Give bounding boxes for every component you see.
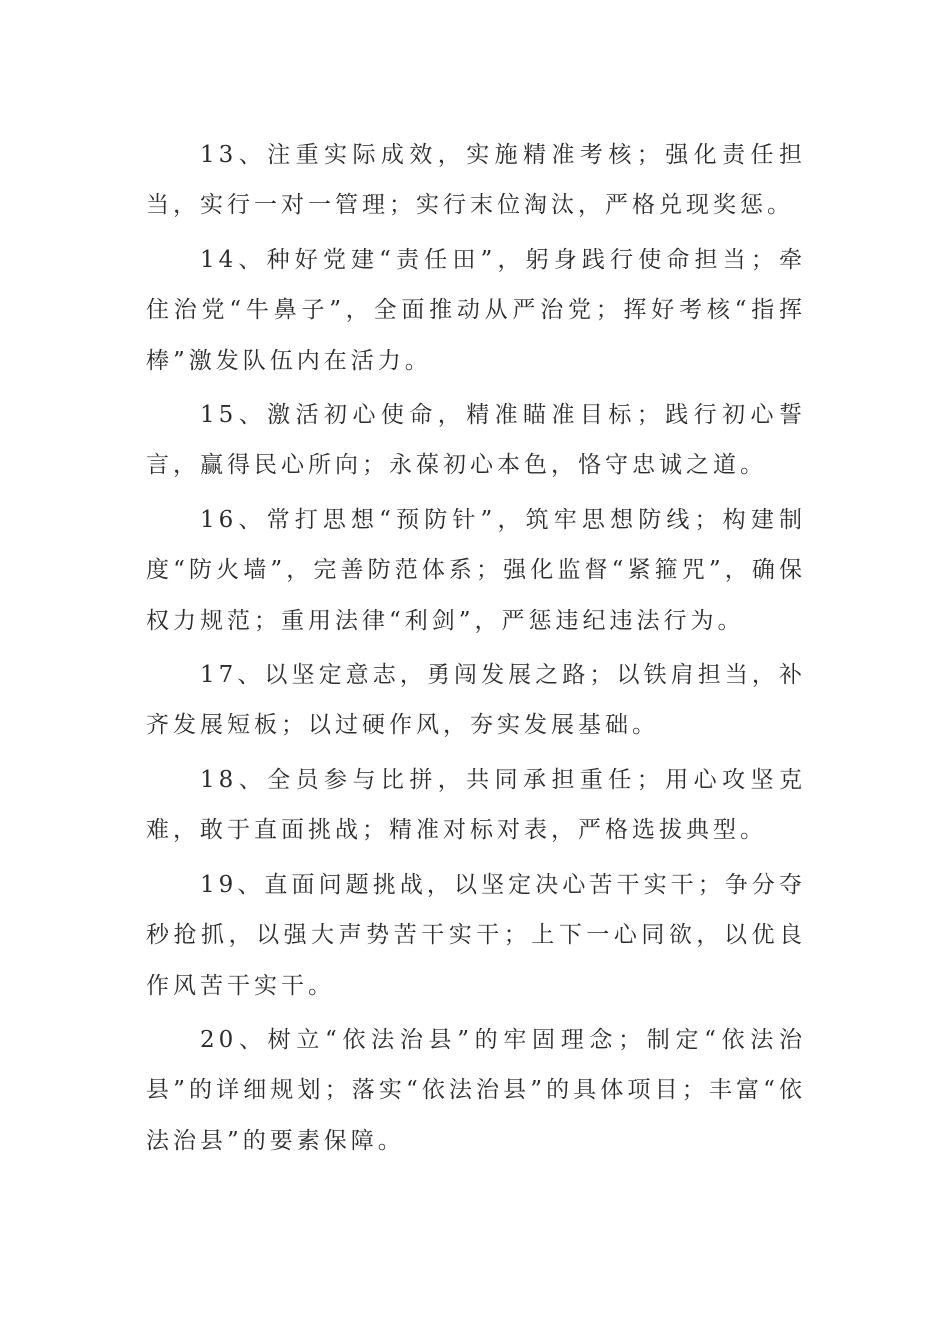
paragraph-18: 18、全员参与比拼，共同承担重任；用心攻坚克难，敢于直面挑战；精准对标对表，严格选拔典型。 (146, 766, 806, 844)
paragraph-19: 19、直面问题挑战，以坚定决心苦干实干；争分夺秒抢抓，以强大声势苦干实干；上下一心同欲，以优良作风苦干实干。 (146, 871, 806, 999)
paragraph-14: 14、种好党建“责任田”，躬身践行使命担当；牵住治党“牛鼻子”，全面推动从严治党；挥好考核“指挥棒”激发队伍内在活力。 (146, 246, 806, 374)
paragraph-13: 13、注重实际成效，实施精准考核；强化责任担当，实行一对一管理；实行末位淘汰，严格兑现奖惩。 (146, 142, 806, 219)
paragraph-20: 20、树立“依法治县”的牢固理念；制定“依法治县”的详细规划；落实“依法治县”的具体项目；丰富“依法治县”的要素保障。 (146, 1026, 806, 1154)
document-body (146, 130, 806, 1170)
paragraph-17: 17、以坚定意志，勇闯发展之路；以铁肩担当，补齐发展短板；以过硬作风，夯实发展基础。 (146, 662, 806, 739)
paragraph-16: 16、常打思想“预防针”，筑牢思想防线；构建制度“防火墙”，完善防范体系；强化监督“紧箍咒”，确保权力规范；重用法律“利剑”，严惩违纪违法行为。 (146, 506, 806, 634)
paragraph-15: 15、激活初心使命，精准瞄准目标；践行初心誓言，赢得民心所向；永葆初心本色，恪守忠诚之道。 (146, 402, 806, 479)
